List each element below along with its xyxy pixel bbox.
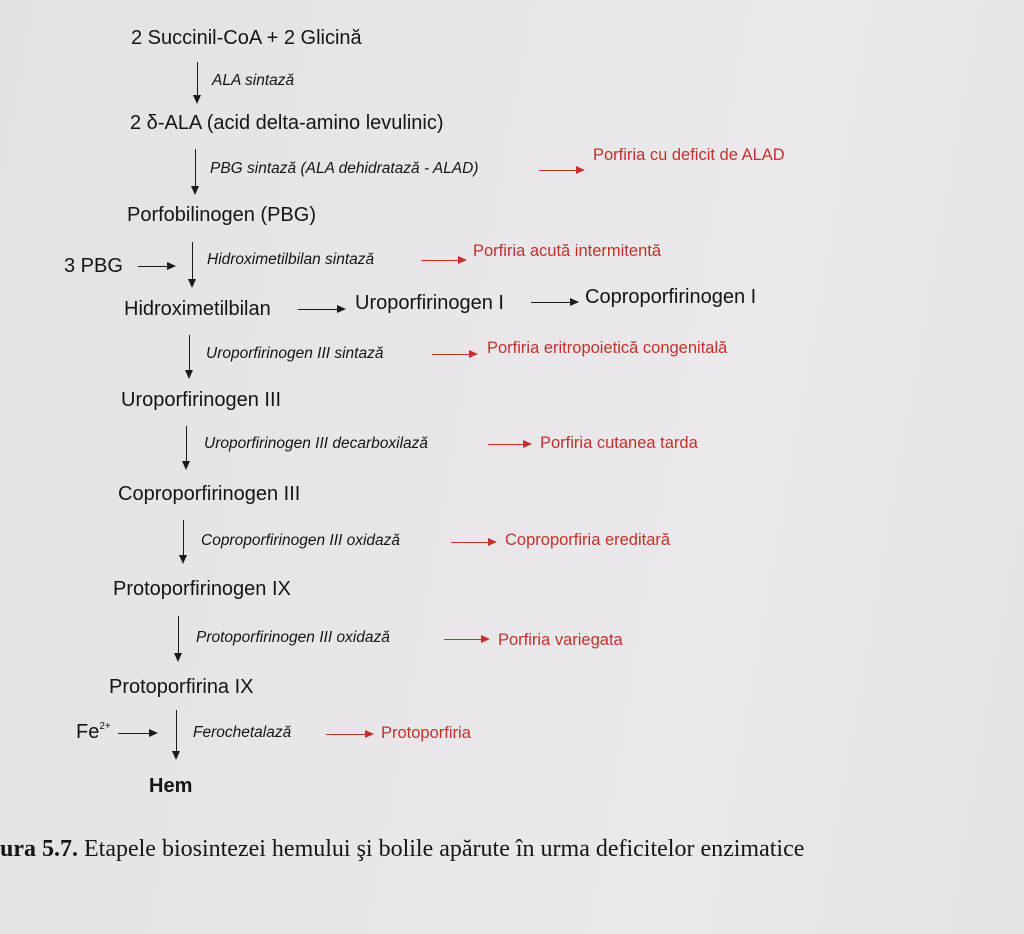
step-heme: Hem: [149, 775, 193, 797]
input-3-pbg: 3 PBG: [64, 255, 123, 277]
caption-text: Etapele biosintezei hemului şi bolile apărute în urma deficitelor enzimatice: [78, 836, 805, 862]
arrow-down-1: [197, 62, 198, 102]
enzyme-copro-oxidase: Coproporfirinogen III oxidază: [201, 532, 401, 549]
arrow-to-disease-2: [539, 170, 583, 171]
disease-aip: Porfiria acută intermitentă: [473, 242, 662, 260]
arrow-to-disease-3: [421, 260, 465, 261]
iron-charge: 2+: [99, 721, 111, 732]
step-protoporphyrin-ix: Protoporfirina IX: [109, 676, 254, 698]
arrow-to-disease-8: [326, 734, 372, 735]
enzyme-hmb-synthase: Hidroximetilbilan sintază: [207, 251, 375, 268]
arrow-to-copro-i: [531, 302, 577, 303]
step-delta-ala: 2 δ-ALA (acid delta-amino levulinic): [130, 112, 444, 134]
arrow-down-7: [178, 616, 179, 660]
iron-symbol: Fe: [76, 721, 100, 743]
disease-pct: Porfiria cutanea tarda: [540, 434, 698, 452]
arrow-down-8: [176, 710, 177, 758]
step-uroporphyrinogen-i: Uroporfirinogen I: [355, 292, 504, 314]
arrow-to-uro-i: [298, 309, 344, 310]
arrow-down-3: [192, 242, 193, 286]
enzyme-ferrochelatase: Ferochetalază: [193, 724, 292, 741]
disease-cep: Porfiria eritropoietică congenitală: [487, 339, 728, 357]
step-porphobilinogen: Porfobilinogen (PBG): [127, 204, 316, 226]
step-coproporphyrinogen-iii: Coproporfirinogen III: [118, 483, 301, 505]
disease-alad-deficiency: Porfiria cu deficit de ALAD: [593, 146, 785, 164]
disease-variegate-porphyria: Porfiria variegata: [498, 631, 623, 649]
enzyme-proto-oxidase: Protoporfirinogen III oxidază: [196, 629, 390, 646]
arrow-down-6: [183, 520, 184, 562]
step-hydroxymethylbilane: Hidroximetilbilan: [124, 298, 271, 320]
arrow-down-2: [195, 149, 196, 193]
step-uroporphyrinogen-iii: Uroporfirinogen III: [121, 389, 282, 411]
arrow-to-disease-6: [451, 542, 495, 543]
step-coproporphyrinogen-i: Coproporfirinogen I: [585, 286, 757, 308]
arrow-to-disease-4: [432, 354, 476, 355]
caption-label: ura 5.7.: [0, 836, 78, 862]
enzyme-uro-iii-synthase: Uroporfirinogen III sintază: [206, 345, 384, 362]
arrow-to-disease-7: [444, 639, 488, 640]
arrow-down-5: [186, 426, 187, 468]
arrow-to-disease-5: [488, 444, 530, 445]
step-succinyl-coa-glycine: 2 Succinil-CoA + 2 Glicină: [131, 27, 362, 49]
disease-hereditary-coproporphyria: Coproporfiria ereditară: [505, 531, 671, 549]
enzyme-pbg-synthase: PBG sintază (ALA dehidratază - ALAD): [210, 160, 479, 177]
input-iron: [76, 721, 111, 744]
arrow-down-4: [189, 335, 190, 377]
step-protoporphyrinogen-ix: Protoporfirinogen IX: [113, 578, 291, 600]
disease-protoporphyria: Protoporfiria: [381, 724, 471, 742]
arrow-pbg-input: [138, 266, 174, 267]
figure-caption: [0, 836, 804, 863]
enzyme-ala-synthase: ALA sintază: [212, 72, 295, 89]
arrow-iron-input: [118, 733, 156, 734]
enzyme-uro-decarboxylase: Uroporfirinogen III decarboxilază: [204, 435, 429, 452]
